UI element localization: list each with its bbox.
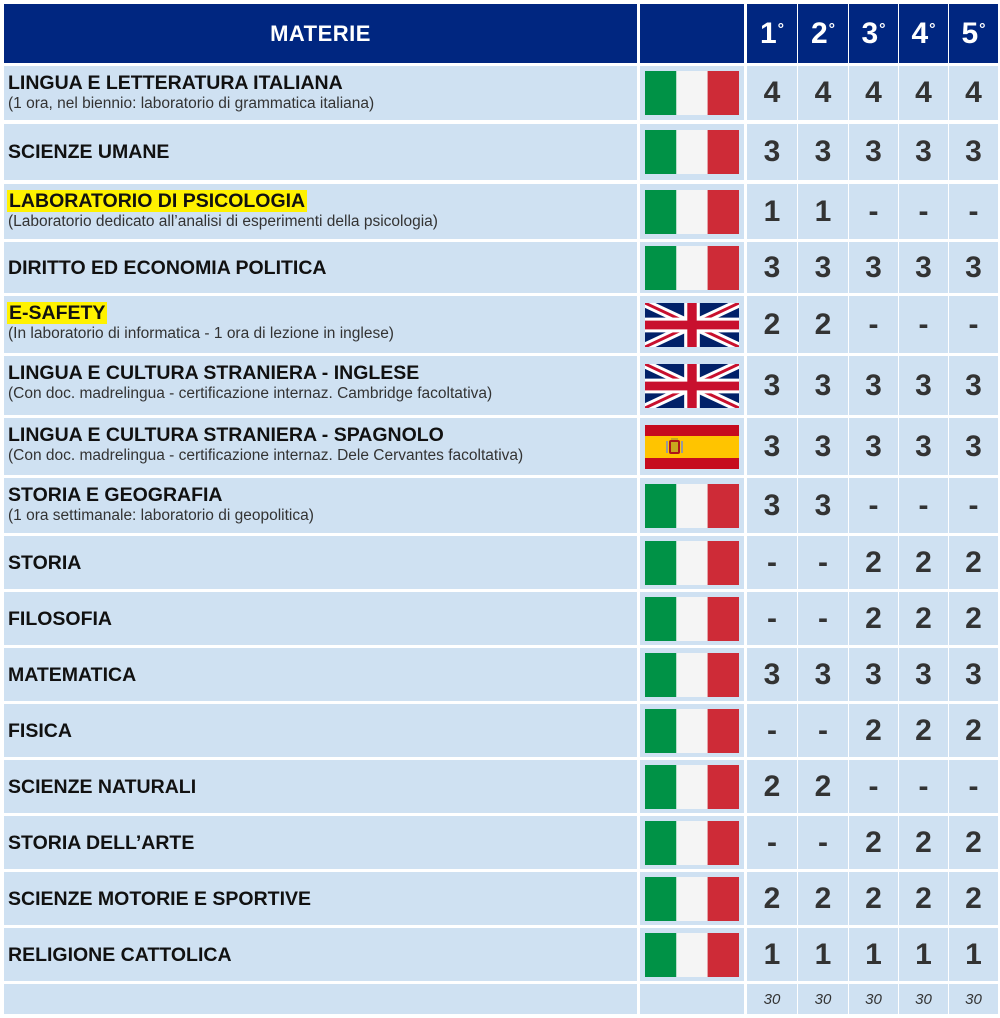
italy-flag-icon bbox=[645, 484, 739, 528]
subject-cell bbox=[4, 536, 637, 589]
subject-text bbox=[8, 484, 637, 525]
subject-text bbox=[8, 608, 112, 630]
hours-year-3: 3 bbox=[849, 648, 898, 701]
flag-cell bbox=[640, 478, 744, 533]
hours-year-1: 3 bbox=[747, 242, 797, 293]
flag-cell bbox=[640, 418, 744, 475]
hours-year-5: 2 bbox=[949, 536, 998, 589]
hours-year-3: - bbox=[849, 296, 898, 353]
italy-flag-icon bbox=[645, 246, 739, 290]
hours-year-4: 3 bbox=[899, 648, 948, 701]
subject-text bbox=[8, 141, 169, 163]
hours-year-3: 3 bbox=[849, 418, 898, 475]
hours-year-2: 1 bbox=[798, 928, 848, 981]
subject-name: DIRITTO ED ECONOMIA POLITICA bbox=[8, 256, 327, 279]
hours-year-5: - bbox=[949, 478, 998, 533]
hours-year-1: 1 bbox=[747, 184, 797, 239]
hours-year-1: 3 bbox=[747, 356, 797, 415]
subject-cell bbox=[4, 66, 637, 120]
hours-year-3: 3 bbox=[849, 356, 898, 415]
uk-flag-icon bbox=[645, 303, 739, 347]
flag-cell bbox=[640, 816, 744, 869]
flag-cell bbox=[640, 928, 744, 981]
hours-year-4: 1 bbox=[899, 928, 948, 981]
subject-cell bbox=[4, 242, 637, 293]
hours-year-2: 3 bbox=[798, 478, 848, 533]
subject-cell bbox=[4, 478, 637, 533]
hours-year-2: - bbox=[798, 704, 848, 757]
subject-note: (1 ora settimanale: laboratorio di geopolitica) bbox=[8, 507, 314, 524]
subject-text bbox=[8, 72, 637, 113]
hours-year-3: 3 bbox=[849, 124, 898, 180]
subject-cell bbox=[4, 124, 637, 180]
flag-cell bbox=[640, 356, 744, 415]
hours-year-4: 2 bbox=[899, 816, 948, 869]
subject-name: SCIENZE NATURALI bbox=[8, 775, 197, 798]
hours-year-5: 4 bbox=[949, 66, 998, 120]
degree-sign: ° bbox=[879, 20, 886, 38]
italy-flag-icon bbox=[645, 821, 739, 865]
flag-cell bbox=[640, 296, 744, 353]
degree-sign: ° bbox=[929, 20, 936, 38]
hours-year-5: - bbox=[949, 184, 998, 239]
subject-name: STORIA E GEOGRAFIA bbox=[8, 484, 223, 506]
header-year-1 bbox=[747, 4, 797, 63]
hours-year-3: 2 bbox=[849, 704, 898, 757]
italy-flag-icon bbox=[645, 71, 739, 115]
flag-cell bbox=[640, 184, 744, 239]
year-number: 3 bbox=[861, 16, 879, 50]
subject-note: (Laboratorio dedicato all’analisi di esperimenti della psicologia) bbox=[8, 213, 438, 230]
subject-cell bbox=[4, 760, 637, 813]
flag-cell bbox=[640, 536, 744, 589]
hours-year-5: 2 bbox=[949, 592, 998, 645]
hours-year-5: 3 bbox=[949, 242, 998, 293]
flag-cell bbox=[640, 872, 744, 925]
year-number: 2 bbox=[810, 16, 828, 50]
italy-flag-icon bbox=[645, 877, 739, 921]
hours-year-5: 1 bbox=[949, 928, 998, 981]
hours-year-1: 3 bbox=[747, 648, 797, 701]
hours-year-2: 4 bbox=[798, 66, 848, 120]
hours-year-2: 3 bbox=[798, 648, 848, 701]
hours-year-4: 3 bbox=[899, 242, 948, 293]
hours-year-1: - bbox=[747, 816, 797, 869]
hours-year-3: 2 bbox=[849, 592, 898, 645]
hours-year-4: 3 bbox=[899, 418, 948, 475]
subject-text bbox=[8, 664, 136, 686]
subject-cell bbox=[4, 816, 637, 869]
header-year-2 bbox=[798, 4, 848, 63]
totals-flag-cell bbox=[640, 984, 744, 1014]
hours-year-5: 2 bbox=[949, 872, 998, 925]
subject-note: (Con doc. madrelingua - certificazione internaz. Cambridge facoltativa) bbox=[8, 385, 493, 402]
header-materie: MATERIE bbox=[4, 4, 637, 63]
hours-year-5: - bbox=[949, 760, 998, 813]
hours-year-1: 3 bbox=[747, 418, 797, 475]
subject-text bbox=[8, 832, 194, 854]
hours-year-4: 2 bbox=[899, 592, 948, 645]
subject-name: STORIA bbox=[8, 551, 82, 574]
hours-year-4: - bbox=[899, 478, 948, 533]
hours-year-3: 1 bbox=[849, 928, 898, 981]
hours-year-4: 2 bbox=[899, 704, 948, 757]
hours-year-1: - bbox=[747, 704, 797, 757]
subject-cell bbox=[4, 356, 637, 415]
hours-year-2: - bbox=[798, 536, 848, 589]
hours-year-3: 2 bbox=[849, 816, 898, 869]
hours-year-3: 4 bbox=[849, 66, 898, 120]
degree-sign: ° bbox=[828, 20, 836, 38]
hours-year-2: 3 bbox=[798, 242, 848, 293]
italy-flag-icon bbox=[645, 765, 739, 809]
hours-year-2: 3 bbox=[798, 124, 848, 180]
subject-text bbox=[8, 362, 637, 403]
subject-name: RELIGIONE CATTOLICA bbox=[8, 943, 232, 966]
subject-cell bbox=[4, 872, 637, 925]
subject-name: LINGUA E CULTURA STRANIERA - SPAGNOLO bbox=[8, 424, 444, 446]
subject-name: FILOSOFIA bbox=[8, 607, 112, 630]
subject-cell bbox=[4, 928, 637, 981]
italy-flag-icon bbox=[645, 541, 739, 585]
hours-year-3: 3 bbox=[849, 242, 898, 293]
header-year-3 bbox=[849, 4, 898, 63]
degree-sign: ° bbox=[777, 20, 785, 38]
italy-flag-icon bbox=[645, 190, 739, 234]
hours-year-4: 3 bbox=[899, 356, 948, 415]
hours-year-1: 4 bbox=[747, 66, 797, 120]
hours-year-2: 3 bbox=[798, 356, 848, 415]
degree-sign: ° bbox=[979, 20, 986, 38]
hours-year-5: 3 bbox=[949, 648, 998, 701]
flag-cell bbox=[640, 66, 744, 120]
subject-text bbox=[8, 552, 81, 574]
hours-year-1: 3 bbox=[747, 478, 797, 533]
hours-year-2: - bbox=[798, 592, 848, 645]
hours-year-4: - bbox=[899, 296, 948, 353]
flag-cell bbox=[640, 242, 744, 293]
italy-flag-icon bbox=[645, 933, 739, 977]
hours-year-4: - bbox=[899, 760, 948, 813]
header-year-4 bbox=[899, 4, 948, 63]
subject-name: SCIENZE MOTORIE E SPORTIVE bbox=[8, 887, 312, 910]
flag-cell bbox=[640, 124, 744, 180]
italy-flag-icon bbox=[645, 597, 739, 641]
subject-text bbox=[8, 257, 327, 279]
year-number: 5 bbox=[961, 16, 979, 50]
total-hours-year-1: 30 bbox=[747, 984, 797, 1014]
spain-flag-icon bbox=[645, 425, 739, 469]
subject-cell bbox=[4, 592, 637, 645]
hours-year-3: - bbox=[849, 478, 898, 533]
hours-year-2: - bbox=[798, 816, 848, 869]
subject-cell bbox=[4, 704, 637, 757]
hours-year-2: 2 bbox=[798, 872, 848, 925]
hours-year-4: 2 bbox=[899, 872, 948, 925]
total-hours-year-4: 30 bbox=[899, 984, 948, 1014]
hours-year-1: 2 bbox=[747, 760, 797, 813]
subject-note: (1 ora, nel biennio: laboratorio di grammatica italiana) bbox=[8, 95, 375, 112]
subject-cell bbox=[4, 418, 637, 475]
subject-text bbox=[8, 302, 637, 343]
subject-text bbox=[8, 776, 196, 798]
hours-year-5: 2 bbox=[949, 816, 998, 869]
header-flag-cell bbox=[640, 4, 744, 63]
subject-cell bbox=[4, 648, 637, 701]
subject-name: LABORATORIO DI PSICOLOGIA bbox=[9, 190, 306, 212]
hours-year-3: - bbox=[849, 184, 898, 239]
subject-note: (In laboratorio di informatica - 1 ora di lezione in inglese) bbox=[8, 325, 394, 342]
hours-year-2: 2 bbox=[798, 296, 848, 353]
hours-year-4: 2 bbox=[899, 536, 948, 589]
subject-text bbox=[8, 720, 72, 742]
subject-name: FISICA bbox=[8, 719, 72, 742]
subject-name: SCIENZE UMANE bbox=[8, 141, 170, 163]
hours-year-2: 2 bbox=[798, 760, 848, 813]
hours-year-1: 1 bbox=[747, 928, 797, 981]
hours-year-4: - bbox=[899, 184, 948, 239]
flag-cell bbox=[640, 760, 744, 813]
uk-flag-icon bbox=[645, 364, 739, 408]
subject-text bbox=[8, 944, 232, 966]
italy-flag-icon bbox=[645, 653, 739, 697]
hours-year-4: 4 bbox=[899, 66, 948, 120]
hours-year-3: - bbox=[849, 760, 898, 813]
hours-year-5: 2 bbox=[949, 704, 998, 757]
subject-cell bbox=[4, 296, 637, 353]
year-number: 4 bbox=[911, 16, 929, 50]
hours-year-5: 3 bbox=[949, 418, 998, 475]
subject-cell bbox=[4, 184, 637, 239]
subject-note: (Con doc. madrelingua - certificazione internaz. Dele Cervantes facoltativa) bbox=[8, 447, 524, 464]
total-hours-year-5: 30 bbox=[949, 984, 998, 1014]
flag-cell bbox=[640, 704, 744, 757]
hours-year-5: 3 bbox=[949, 356, 998, 415]
subject-name: MATEMATICA bbox=[8, 663, 137, 686]
flag-cell bbox=[640, 648, 744, 701]
subject-name: LINGUA E LETTERATURA ITALIANA bbox=[8, 72, 343, 94]
subject-text bbox=[8, 888, 311, 910]
subject-name: LINGUA E CULTURA STRANIERA - INGLESE bbox=[8, 362, 420, 384]
total-hours-year-3: 30 bbox=[849, 984, 898, 1014]
hours-year-1: 2 bbox=[747, 872, 797, 925]
subject-text bbox=[8, 424, 637, 465]
year-number: 1 bbox=[759, 16, 777, 50]
hours-year-1: - bbox=[747, 592, 797, 645]
hours-year-3: 2 bbox=[849, 536, 898, 589]
hours-year-5: 3 bbox=[949, 124, 998, 180]
hours-year-5: - bbox=[949, 296, 998, 353]
totals-label-cell bbox=[4, 984, 637, 1014]
hours-year-2: 3 bbox=[798, 418, 848, 475]
header-year-5 bbox=[949, 4, 998, 63]
italy-flag-icon bbox=[645, 709, 739, 753]
hours-year-2: 1 bbox=[798, 184, 848, 239]
hours-year-1: 2 bbox=[747, 296, 797, 353]
total-hours-year-2: 30 bbox=[798, 984, 848, 1014]
flag-cell bbox=[640, 592, 744, 645]
subject-name: STORIA DELL’ARTE bbox=[8, 831, 195, 854]
hours-year-3: 2 bbox=[849, 872, 898, 925]
italy-flag-icon bbox=[645, 130, 739, 174]
subject-name: E-SAFETY bbox=[9, 302, 106, 324]
hours-year-4: 3 bbox=[899, 124, 948, 180]
hours-year-1: - bbox=[747, 536, 797, 589]
hours-year-1: 3 bbox=[747, 124, 797, 180]
subject-text bbox=[8, 190, 637, 231]
